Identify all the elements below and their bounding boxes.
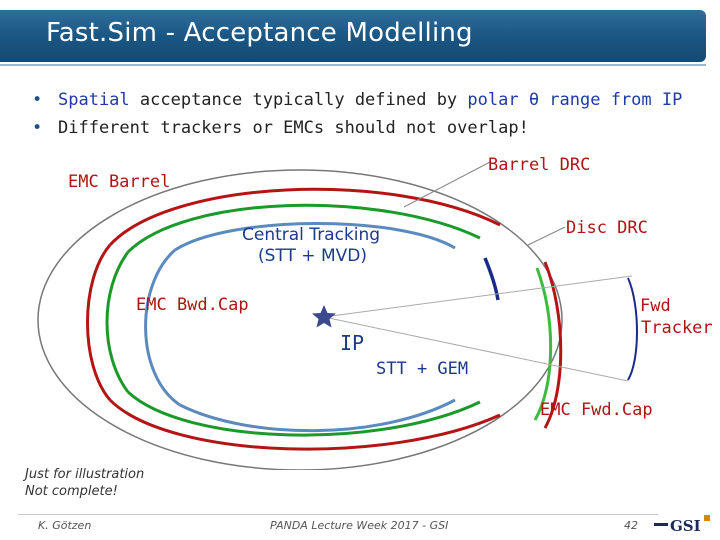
bullet-text-highlight: polar θ range from IP bbox=[467, 90, 683, 110]
bwd-green-arc bbox=[107, 252, 128, 392]
title-divider bbox=[0, 64, 706, 66]
bullet-list bbox=[32, 90, 712, 146]
label-central-tracking-sub: (STT + MVD) bbox=[258, 246, 367, 266]
acceptance-line-lower bbox=[324, 317, 628, 381]
label-emc-barrel: EMC Barrel bbox=[68, 172, 171, 192]
label-barrel-drc: Barrel DRC bbox=[488, 155, 591, 175]
label-emc-bwd-cap: EMC Bwd.Cap bbox=[136, 295, 249, 315]
bullet-text: acceptance typically defined by bbox=[129, 90, 468, 110]
detector-diagram bbox=[0, 140, 720, 470]
footer-event: PANDA Lecture Week 2017 - GSI bbox=[270, 519, 449, 532]
bullet-item bbox=[32, 90, 712, 118]
fwd-green-arc bbox=[535, 268, 551, 420]
slide-title: Fast.Sim - Acceptance Modelling bbox=[46, 18, 473, 48]
bullet-text-highlight: Spatial bbox=[58, 90, 130, 110]
footer-divider bbox=[18, 514, 658, 515]
label-fwd-tracker-sub: Tracker bbox=[641, 318, 713, 338]
bullet-dot: • bbox=[32, 118, 43, 138]
acceptance-line-upper bbox=[324, 276, 632, 317]
central-tracking-arc-bottom bbox=[180, 400, 455, 431]
label-disc-drc: Disc DRC bbox=[566, 218, 648, 238]
ip-star-icon bbox=[312, 305, 336, 328]
footer-page-number: 42 bbox=[624, 519, 638, 532]
note-line: Not complete! bbox=[25, 484, 118, 499]
label-stt-gem: STT + GEM bbox=[376, 359, 469, 379]
outer-ellipse bbox=[38, 170, 562, 470]
note-line: Just for illustration bbox=[25, 467, 145, 482]
pointer-disc-drc bbox=[528, 227, 565, 245]
gsi-logo bbox=[654, 513, 712, 535]
pointer-barrel-drc bbox=[404, 162, 490, 207]
central-tracking-arc-left bbox=[146, 250, 180, 405]
label-central-tracking: Central Tracking bbox=[242, 225, 381, 245]
label-ip: IP bbox=[340, 331, 365, 355]
gsi-logo-text: GSI bbox=[670, 517, 701, 535]
bullet-text: Different trackers or EMCs should not overlap! bbox=[58, 118, 529, 138]
fwd-tracker-arc bbox=[628, 278, 637, 380]
label-fwd-tracker: Fwd bbox=[640, 296, 671, 316]
label-emc-fwd-cap: EMC Fwd.Cap bbox=[540, 400, 653, 420]
illustration-note bbox=[25, 466, 144, 500]
footer-author: K. Götzen bbox=[38, 519, 92, 532]
bullet-dot: • bbox=[32, 90, 43, 110]
